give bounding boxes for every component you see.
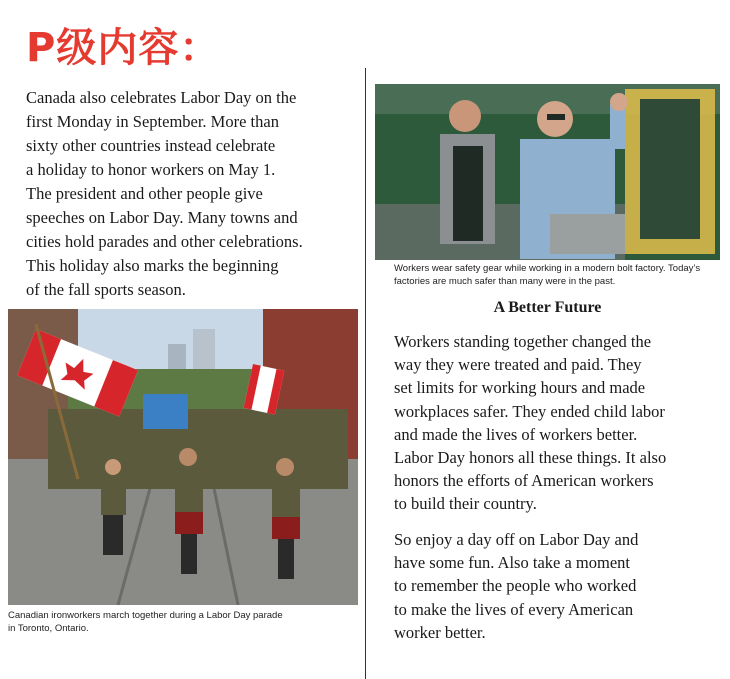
caption-line: factories are much safer than many were in the past. (394, 276, 616, 287)
text-line: Canada also celebrates Labor Day on the (26, 88, 297, 107)
caption-line: in Toronto, Ontario. (8, 623, 89, 634)
caption-line: Canadian ironworkers march together during a Labor Day parade (8, 610, 283, 621)
section-heading: A Better Future (493, 299, 602, 316)
text-line: worker better. (394, 622, 486, 642)
caption-line: Workers wear safety gear while working in a modern bolt factory. Today’s (394, 263, 701, 274)
right-paragraph-2 (394, 528, 724, 644)
text-line: have some fun. Also take a moment (394, 553, 630, 573)
text-line: to make the lives of every American (394, 599, 634, 619)
page-label: P级内容： (26, 25, 221, 71)
text-line: honors the efforts of American workers (394, 471, 654, 491)
text-line: of the fall sports season. (26, 280, 186, 299)
text-line: a holiday to honor workers on May 1. (26, 160, 276, 179)
text-line: and made the lives of workers better. (394, 424, 638, 444)
text-line: first Monday in September. More than (26, 112, 279, 131)
text-line: This holiday also marks the beginning (26, 256, 279, 275)
parade-caption (8, 609, 283, 635)
text-line: speeches on Labor Day. Many towns and (26, 208, 298, 227)
column-divider (365, 68, 366, 679)
right-paragraph-1 (394, 330, 724, 516)
workbench (550, 214, 625, 254)
text-line: The president and other people give (26, 184, 263, 203)
text-line: to build their country. (394, 494, 537, 514)
machine-frame (640, 99, 700, 239)
text-line: So enjoy a day off on Labor Day and (394, 530, 639, 549)
left-paragraph (26, 86, 356, 302)
text-line: workplaces safer. They ended child labor (394, 401, 665, 421)
factory-caption (394, 262, 700, 288)
text-line: cities hold parades and other celebrations. (26, 232, 303, 251)
text-line: set limits for working hours and made (394, 378, 646, 398)
blue-flag (143, 394, 188, 429)
text-line: to remember the people who worked (394, 576, 637, 596)
text-line: way they were treated and paid. They (394, 355, 642, 375)
factory-photo (375, 84, 720, 260)
text-line: Workers standing together changed the (394, 332, 652, 351)
text-line: sixty other countries instead celebrate (26, 136, 276, 155)
text-line: Labor Day honors all these things. It also (394, 447, 667, 467)
parade-photo (8, 309, 358, 605)
